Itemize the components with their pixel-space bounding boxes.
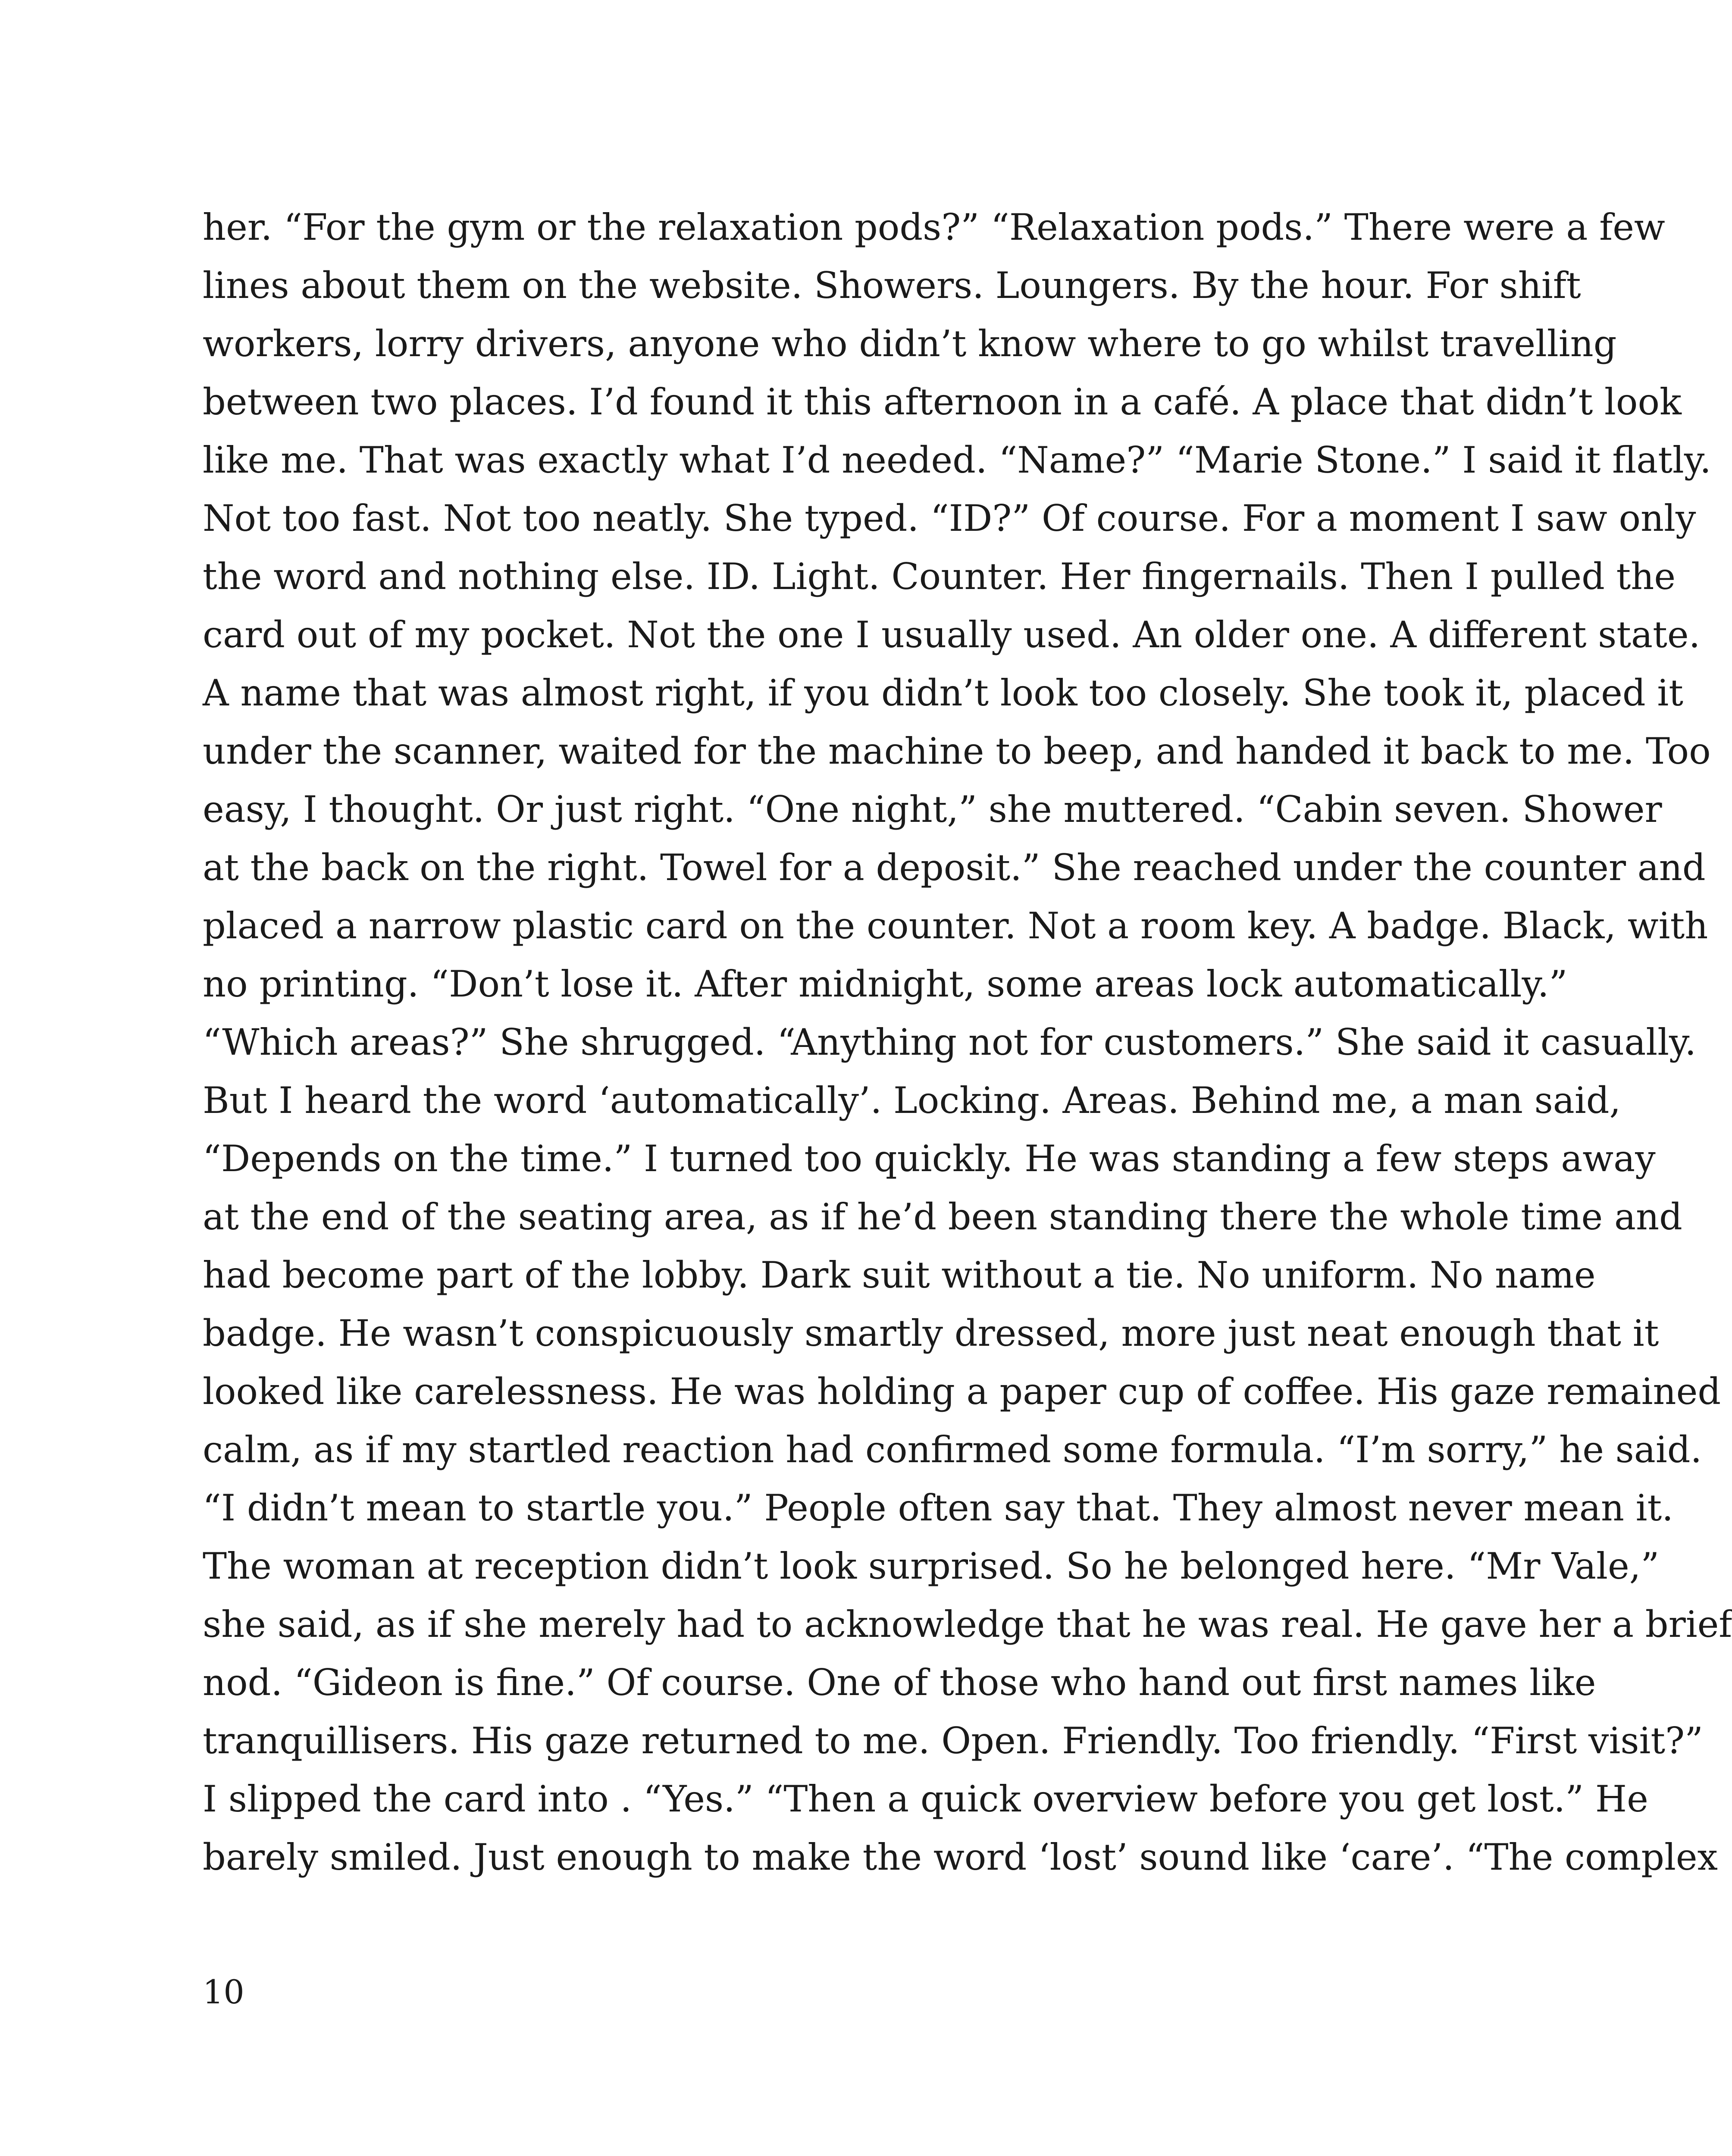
text-line: A name that was almost right, if you didn’t look too closely. She took it, placed it: [203, 672, 1683, 714]
text-line: calm, as if my startled reaction had confirmed some formula. “I’m sorry,” he said.: [203, 1429, 1702, 1471]
text-line: her. “For the gym or the relaxation pods?” “Relaxation pods.” There were a few: [203, 206, 1665, 248]
text-line: between two places. I’d found it this afternoon in a café. A place that didn’t look: [203, 381, 1682, 423]
page-number: 10: [203, 1973, 244, 2011]
text-line: barely smiled. Just enough to make the word ‘lost’ sound like ‘care’. “The complex: [203, 1836, 1718, 1878]
text-line: “Depends on the time.” I turned too quickly. He was standing a few steps away: [203, 1138, 1656, 1180]
text-line: nod. “Gideon is fine.” Of course. One of those who hand out first names like: [203, 1661, 1596, 1704]
text-line: no printing. “Don’t lose it. After midnight, some areas lock automatically.”: [203, 963, 1568, 1005]
text-line: had become part of the lobby. Dark suit without a tie. No uniform. No name: [203, 1254, 1596, 1296]
text-line: The woman at reception didn’t look surprised. So he belonged here. “Mr Vale,”: [203, 1545, 1660, 1587]
text-line: But I heard the word ‘automatically’. Locking. Areas. Behind me, a man said,: [203, 1079, 1621, 1122]
text-line: lines about them on the website. Showers. Loungers. By the hour. For shift: [203, 264, 1581, 307]
text-line: easy, I thought. Or just right. “One night,” she muttered. “Cabin seven. Shower: [203, 788, 1662, 830]
text-line: like me. That was exactly what I’d needed. “Name?” “Marie Stone.” I said it flatly.: [203, 439, 1711, 481]
body-text: [203, 198, 1732, 1887]
text-line: looked like carelessness. He was holding a paper cup of coffee. His gaze remained: [203, 1370, 1721, 1413]
text-line: Not too fast. Not too neatly. She typed. “ID?” Of course. For a moment I saw only: [203, 497, 1696, 539]
text-line: “I didn’t mean to startle you.” People often say that. They almost never mean it.: [203, 1487, 1673, 1529]
text-line: at the back on the right. Towel for a deposit.” She reached under the counter and: [203, 846, 1706, 889]
text-line: placed a narrow plastic card on the counter. Not a room key. A badge. Black, with: [203, 905, 1708, 947]
text-line: she said, as if she merely had to acknowledge that he was real. He gave her a brief: [203, 1603, 1732, 1645]
text-line: badge. He wasn’t conspicuously smartly dressed, more just neat enough that it: [203, 1312, 1659, 1354]
text-line: I slipped the card into . “Yes.” “Then a quick overview before you get lost.” He: [203, 1778, 1648, 1820]
text-line: workers, lorry drivers, anyone who didn’t know where to go whilst travelling: [203, 323, 1617, 365]
text-line: the word and nothing else. ID. Light. Counter. Her fingernails. Then I pulled the: [203, 555, 1676, 598]
text-line: “Which areas?” She shrugged. “Anything not for customers.” She said it casually.: [203, 1021, 1697, 1063]
text-line: tranquillisers. His gaze returned to me. Open. Friendly. Too friendly. “First visit?”: [203, 1720, 1704, 1762]
text-line: at the end of the seating area, as if he’d been standing there the whole time and: [203, 1196, 1682, 1238]
text-line: under the scanner, waited for the machine to beep, and handed it back to me. Too: [203, 730, 1711, 772]
text-line: card out of my pocket. Not the one I usually used. An older one. A different state.: [203, 614, 1701, 656]
